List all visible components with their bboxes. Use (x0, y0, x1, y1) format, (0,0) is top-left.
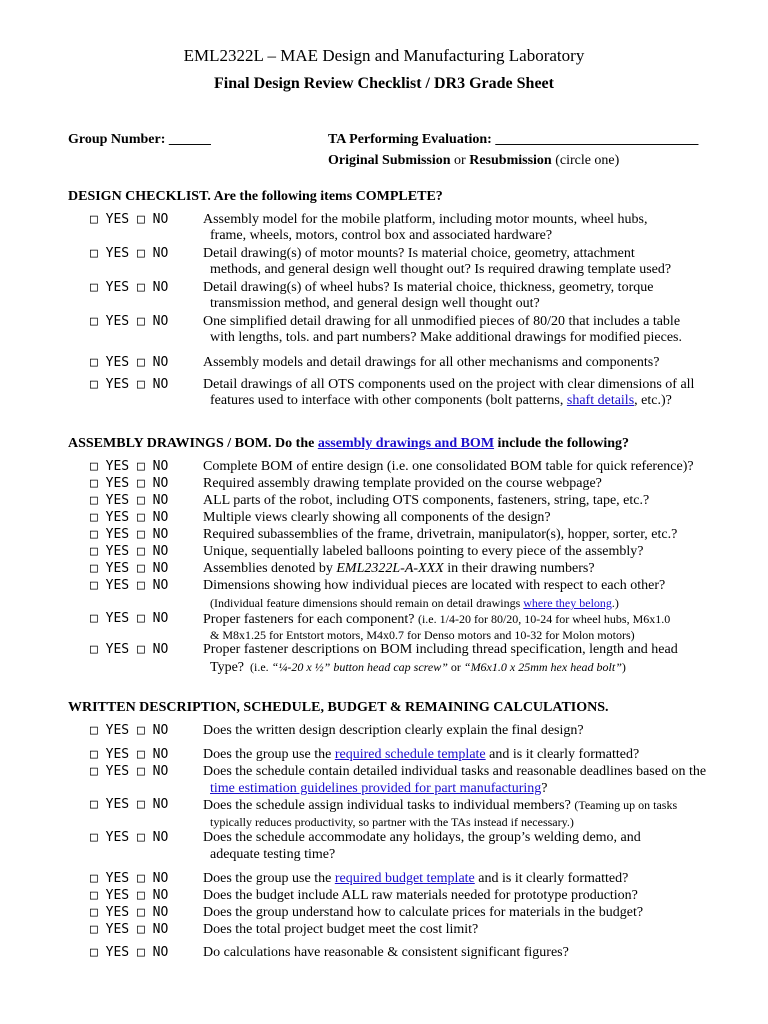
written-item-9: Does the total project budget meet the cost limit? (203, 922, 479, 937)
shaft-details-link[interactable]: shaft details (566, 393, 635, 408)
written-heading: WRITTEN DESCRIPTION, SCHEDULE, BUDGET & REMAINING CALCULATIONS. (68, 700, 609, 715)
written-item-3-end: ? (541, 781, 548, 796)
assembly-drawings-bom-link[interactable]: assembly drawings and BOM (317, 436, 495, 451)
yes-no-checkbox[interactable]: □ YES □ NO (90, 544, 169, 559)
design-item-6: Detail drawings of all OTS components used on the project with clear dimensions of all (203, 377, 695, 392)
fastener-example-2: “M6x1.0 x 25mm hex head bolt” (463, 660, 622, 674)
or-text: or (450, 153, 470, 168)
yes-no-checkbox[interactable]: □ YES □ NO (90, 764, 169, 779)
resubmission-option[interactable]: Resubmission (469, 153, 552, 168)
page-title: Final Design Review Checklist / DR3 Grade Sheet (214, 75, 554, 92)
circle-one-note: (circle one) (551, 153, 620, 168)
assembly-item-8-note (210, 595, 619, 611)
yes-no-checkbox[interactable]: □ YES □ NO (90, 355, 169, 370)
written-item-3: Does the schedule contain detailed individual tasks and reasonable deadlines based on the (203, 764, 707, 779)
written-item-2 (203, 747, 639, 763)
time-estimation-link[interactable]: time estimation guidelines provided for part manufacturing (210, 781, 542, 796)
design-item-1: Assembly model for the mobile platform, including motor mounts, wheel hubs, (203, 212, 648, 227)
assembly-item-9-cont: & M8x1.25 for Entstort motors, M4x0.7 for Denso motors and 10-32 for Molon motors) (210, 628, 635, 642)
assembly-heading-end: include the following? (494, 436, 630, 451)
written-item-8: Does the group understand how to calculate prices for materials in the budget? (203, 905, 644, 920)
written-item-2-text: Does the group use the (203, 747, 335, 762)
yes-no-checkbox[interactable]: □ YES □ NO (90, 527, 169, 542)
design-item-2-cont: methods, and general design well thought out? Is required drawing template used? (210, 262, 672, 277)
assembly-item-10-ie: (i.e. (244, 660, 272, 674)
assembly-item-7-end: in their drawing numbers? (443, 561, 595, 576)
where-they-belong-link[interactable]: where they belong (523, 596, 612, 610)
written-item-4 (203, 797, 677, 814)
written-item-1: Does the written design description clearly explain the final design? (203, 723, 584, 738)
group-number-field[interactable]: Group Number: ______ (68, 132, 211, 147)
assembly-number-format: EML2322L-A-XXX (336, 561, 444, 576)
yes-no-checkbox[interactable]: □ YES □ NO (90, 830, 169, 845)
assembly-item-10-type: Type? (210, 660, 245, 675)
design-checklist-heading: DESIGN CHECKLIST. Are the following items COMPLETE? (68, 189, 443, 204)
yes-no-checkbox[interactable]: □ YES □ NO (90, 377, 169, 392)
written-item-4-cont: typically reduces productivity, so partner with the TAs instead if necessary.) (210, 815, 574, 829)
assembly-item-7 (203, 561, 595, 577)
assembly-item-10: Proper fastener descriptions on BOM including thread specification, length and head (203, 642, 678, 657)
design-item-3: Detail drawing(s) of wheel hubs? Is material choice, thickness, geometry, torque (203, 280, 654, 295)
assembly-item-7-text: Assemblies denoted by (203, 561, 337, 576)
written-item-7: Does the budget include ALL raw materials needed for prototype production? (203, 888, 638, 903)
written-item-10: Do calculations have reasonable & consistent significant figures? (203, 945, 569, 960)
written-item-6 (203, 871, 628, 887)
yes-no-checkbox[interactable]: □ YES □ NO (90, 797, 169, 812)
written-item-4-text: Does the schedule assign individual tasks to individual members? (203, 798, 575, 813)
yes-no-checkbox[interactable]: □ YES □ NO (90, 905, 169, 920)
design-item-1-cont: frame, wheels, motors, control box and associated hardware? (210, 228, 553, 243)
design-item-5: Assembly models and detail drawings for all other mechanisms and components? (203, 355, 660, 370)
written-item-6-text: Does the group use the (203, 871, 335, 886)
assembly-item-10-or: or (447, 660, 464, 674)
yes-no-checkbox[interactable]: □ YES □ NO (90, 280, 169, 295)
design-item-6-text: features used to interface with other components (bolt patterns, (210, 393, 567, 408)
ta-evaluation-field[interactable]: TA Performing Evaluation: _____________________________ (328, 132, 699, 147)
assembly-item-2: Required assembly drawing template provided on the course webpage? (203, 476, 602, 491)
yes-no-checkbox[interactable]: □ YES □ NO (90, 476, 169, 491)
assembly-item-6: Unique, sequentially labeled balloons pointing to every piece of the assembly? (203, 544, 644, 559)
assembly-item-9-text: Proper fasteners for each component? (203, 612, 418, 627)
design-item-2: Detail drawing(s) of motor mounts? Is material choice, geometry, attachment (203, 246, 635, 261)
yes-no-checkbox[interactable]: □ YES □ NO (90, 212, 169, 227)
written-item-5-cont: adequate testing time? (210, 847, 336, 862)
yes-no-checkbox[interactable]: □ YES □ NO (90, 561, 169, 576)
submission-type (328, 153, 619, 169)
design-item-6-end: , etc.)? (634, 393, 672, 408)
assembly-item-3: ALL parts of the robot, including OTS components, fasteners, string, tape, etc.? (203, 493, 650, 508)
assembly-heading (68, 436, 629, 452)
written-item-3-cont (210, 781, 547, 797)
yes-no-checkbox[interactable]: □ YES □ NO (90, 611, 169, 626)
yes-no-checkbox[interactable]: □ YES □ NO (90, 578, 169, 593)
yes-no-checkbox[interactable]: □ YES □ NO (90, 723, 169, 738)
schedule-template-link[interactable]: required schedule template (334, 747, 486, 762)
assembly-item-10-end: ) (621, 660, 626, 674)
yes-no-checkbox[interactable]: □ YES □ NO (90, 510, 169, 525)
written-item-5: Does the schedule accommodate any holidays, the group’s welding demo, and (203, 830, 641, 845)
assembly-item-1: Complete BOM of entire design (i.e. one consolidated BOM table for quick reference)? (203, 459, 694, 474)
yes-no-checkbox[interactable]: □ YES □ NO (90, 888, 169, 903)
written-item-6-end: and is it clearly formatted? (474, 871, 629, 886)
assembly-heading-text: ASSEMBLY DRAWINGS / BOM. Do the (68, 436, 318, 451)
assembly-item-9-note: (i.e. 1/4-20 for 80/20, 10-24 for wheel hubs, M6x1.0 (417, 612, 671, 626)
original-submission-option[interactable]: Original Submission (328, 153, 451, 168)
course-title: EML2322L – MAE Design and Manufacturing Laboratory (183, 46, 585, 65)
yes-no-checkbox[interactable]: □ YES □ NO (90, 246, 169, 261)
written-item-2-end: and is it clearly formatted? (485, 747, 640, 762)
assembly-item-4: Multiple views clearly showing all components of the design? (203, 510, 551, 525)
yes-no-checkbox[interactable]: □ YES □ NO (90, 493, 169, 508)
design-item-4: One simplified detail drawing for all unmodified pieces of 80/20 that includes a table (203, 314, 681, 329)
assembly-item-8: Dimensions showing how individual pieces are located with respect to each other? (203, 578, 666, 593)
yes-no-checkbox[interactable]: □ YES □ NO (90, 642, 169, 657)
assembly-item-8-note-text: (Individual feature dimensions should remain on detail drawings (210, 596, 524, 610)
assembly-item-10-cont (210, 659, 626, 676)
yes-no-checkbox[interactable]: □ YES □ NO (90, 747, 169, 762)
design-item-4-cont: with lengths, tols. and part numbers? Make additional drawings for modified pieces. (210, 330, 683, 345)
yes-no-checkbox[interactable]: □ YES □ NO (90, 871, 169, 886)
yes-no-checkbox[interactable]: □ YES □ NO (90, 314, 169, 329)
fastener-example-1: “¼-20 x ½” button head cap screw” (271, 660, 448, 674)
design-item-6-cont (210, 393, 672, 409)
assembly-item-8-note-end: .) (611, 596, 619, 610)
assembly-item-5: Required subassemblies of the frame, drivetrain, manipulator(s), hopper, sorter, etc.? (203, 527, 678, 542)
design-item-3-cont: transmission method, and general design well thought out? (210, 296, 540, 311)
assembly-item-9 (203, 611, 670, 628)
yes-no-checkbox[interactable]: □ YES □ NO (90, 922, 169, 937)
budget-template-link[interactable]: required budget template (334, 871, 475, 886)
written-item-4-note: (Teaming up on tasks (574, 798, 678, 812)
yes-no-checkbox[interactable]: □ YES □ NO (90, 945, 169, 960)
yes-no-checkbox[interactable]: □ YES □ NO (90, 459, 169, 474)
